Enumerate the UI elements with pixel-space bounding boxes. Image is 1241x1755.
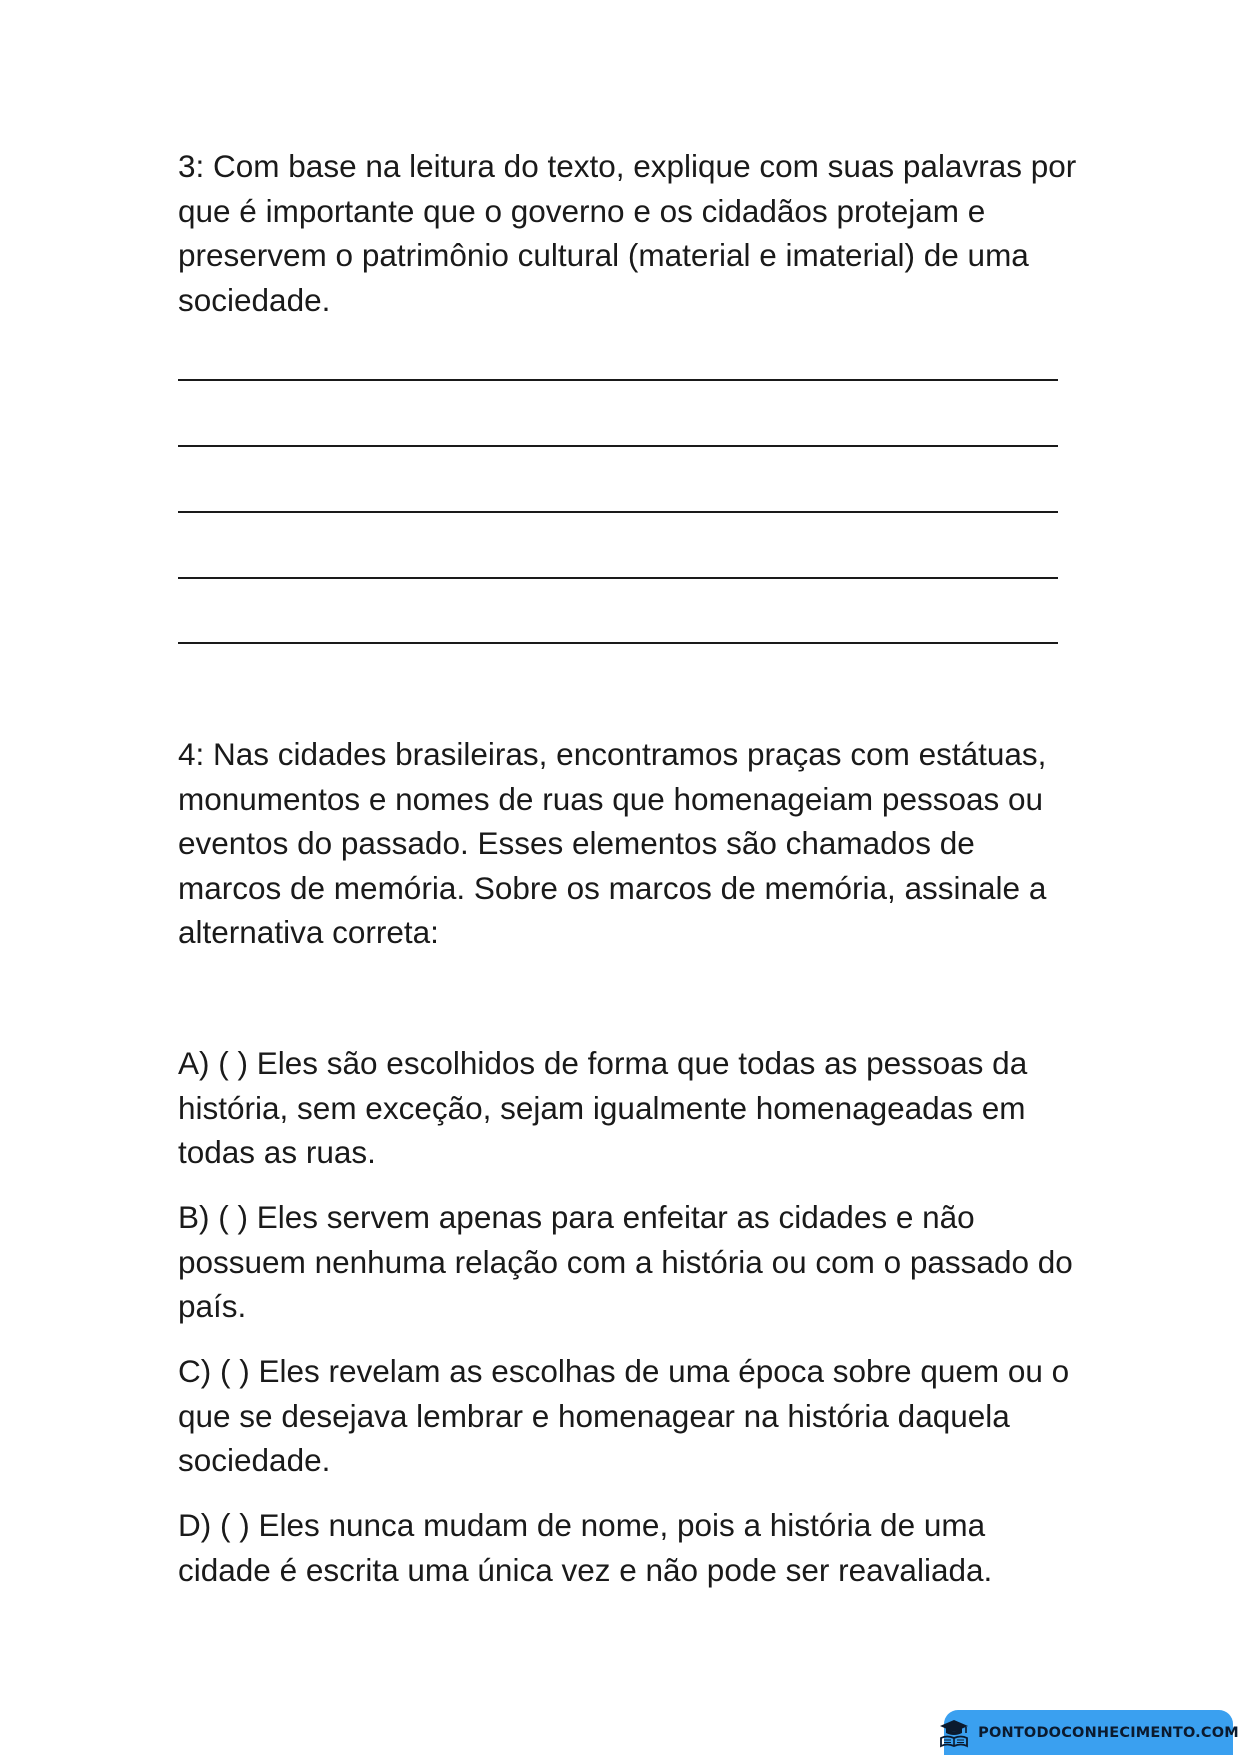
question-4-text: 4: Nas cidades brasileiras, encontramos praças com estátuas, monumentos e nomes de ruas que homenageiam pessoas ou eventos do passado. Esses elementos são chamados de marcos de memória. Sobre os marcos de memória, assinale a alternativa correta:	[178, 736, 1047, 950]
option-d[interactable]: D) ( ) Eles nunca mudam de nome, pois a história de uma cidade é escrita uma única vez e não pode ser reavaliada.	[178, 1507, 993, 1588]
question-3-text: 3: Com base na leitura do texto, explique com suas palavras por que é importante que o governo e os cidadãos protejam e preservem o patrimônio cultural (material e imaterial) de uma sociedade.	[178, 148, 1077, 318]
option-b[interactable]: B) ( ) Eles servem apenas para enfeitar as cidades e não possuem nenhuma relação com a história ou com o passado do país.	[178, 1199, 1073, 1324]
answer-line	[178, 642, 1058, 644]
book-graduation-cap-icon	[938, 1718, 970, 1748]
site-name: PONTODOCONHECIMENTO.COM	[978, 1724, 1239, 1741]
answer-line	[178, 379, 1058, 381]
site-badge[interactable]	[944, 1710, 1239, 1755]
answer-line	[178, 511, 1058, 513]
answer-line	[178, 445, 1058, 447]
option-c[interactable]: C) ( ) Eles revelam as escolhas de uma época sobre quem ou o que se desejava lembrar e homenagear na história daquela sociedade.	[178, 1353, 1070, 1478]
answer-line	[178, 577, 1058, 579]
option-a[interactable]: A) ( ) Eles são escolhidos de forma que todas as pessoas da história, sem exceção, sejam igualmente homenageadas em todas as ruas.	[178, 1045, 1028, 1170]
